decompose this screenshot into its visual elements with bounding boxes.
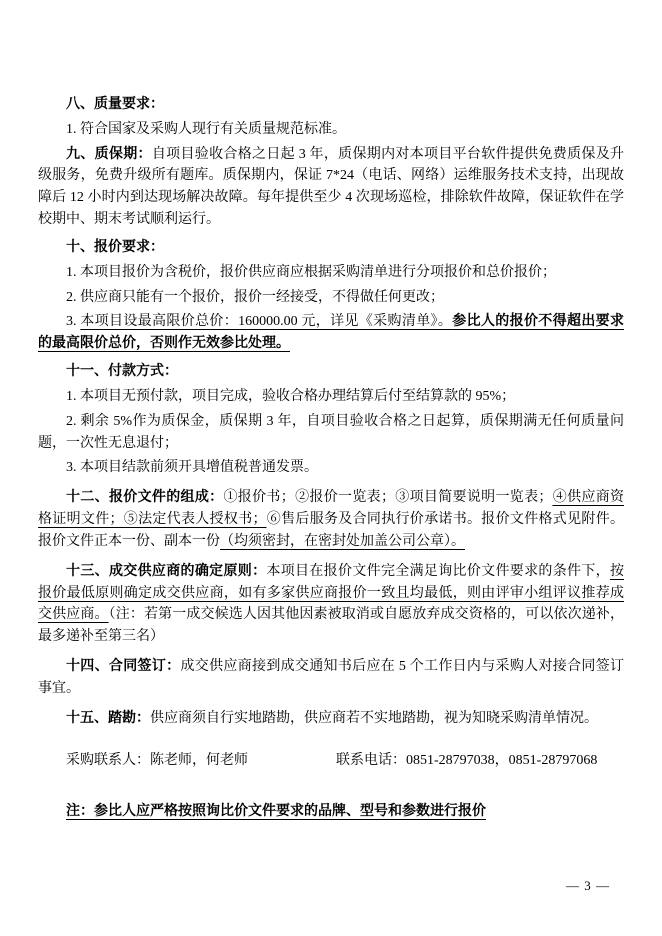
document-content bbox=[38, 94, 624, 823]
text-segment: 2. 剩余 5%作为质保金，质保期 3 年，自项目验收合格之日起算，质保期满无任何质量问题，一次性无息退付； bbox=[38, 413, 624, 451]
text-segment: 十二、报价文件的组成： bbox=[66, 490, 224, 506]
note-brand-requirement bbox=[38, 801, 624, 823]
item-10-3 bbox=[38, 311, 624, 355]
item-11-2 bbox=[38, 411, 624, 455]
section-14-contract-signing bbox=[38, 656, 624, 700]
text-segment: 供应商须自行实地踏勘，供应商若不实地踏勘，视为知晓采购清单情况。 bbox=[150, 710, 598, 726]
item-11-3 bbox=[38, 457, 624, 479]
item-10-2 bbox=[38, 287, 624, 309]
text-segment: 本项目在报价文件完全满足询比价文件要求的条件下， bbox=[266, 563, 610, 579]
text-segment: 采购联系人：陈老师，何老师 bbox=[66, 752, 248, 768]
text-segment: 十、报价要求： bbox=[66, 239, 164, 255]
text-segment: 自项目验收合格之日起 3 年，质保期内对本项目平台软件提供免费质保及升级服务，免费升级所有题库。质保期内，保证 7*24（电话、网络）运维服务技术支持，出现故障后 12 小时内到达现场解决故障。每年提供至少 4 次现场巡检，排除软件故障，保证软件在学校期中、期末考试顺利运行。 bbox=[38, 146, 625, 228]
page-number: — 3 — bbox=[566, 878, 610, 893]
text-segment: 1. 本项目无预付款，项目完成，验收合格办理结算后付至结算款的 95%； bbox=[66, 388, 516, 404]
text-segment: 十一、付款方式： bbox=[66, 364, 178, 380]
text-segment: 本项目设最高限价总价：160000.00 元，详见《采购清单》。 bbox=[80, 314, 453, 330]
text-segment: 联系电话：0851-28797038，0851-28797068 bbox=[336, 752, 598, 768]
text-segment: （注：若第一成交候选人因其他因素被取消或自愿放弃成交资格的，可以依次递补，最多递补至第三名） bbox=[38, 607, 625, 645]
text-segment: 1. 本项目报价为含税价，报价供应商应根据采购清单进行分项报价和总价报价； bbox=[66, 264, 556, 280]
item-8-1 bbox=[38, 119, 624, 141]
text-segment: ⑥售后服务及合同执行价承诺书。报价文件格式见附件。报价文件正本一份、副本一份 bbox=[38, 512, 624, 549]
text-segment: 按报价最低原则确定成交供应商，如有多家供应商报价一致且均最低，则由评审小组评议推荐成交供应商。 bbox=[38, 563, 624, 623]
text-segment: 九、质保期： bbox=[66, 146, 152, 162]
text-segment: 十五、踏勘： bbox=[66, 710, 150, 726]
item-10-1 bbox=[38, 262, 624, 284]
text-segment: 2. 供应商只能有一个报价，报价一经接受，不得做任何更改； bbox=[66, 289, 444, 305]
text-segment: 十四、合同签订： bbox=[66, 659, 181, 675]
text-segment: 参比人的报价不得超出要求的最高限价总价，否则作无效参比处理。 bbox=[38, 314, 625, 352]
text-segment: 3. 本项目结款前须开具增值税普通发票。 bbox=[66, 460, 318, 476]
heading-10-quotation-requirements bbox=[38, 237, 624, 259]
text-segment: （均须密封，在密封处加盖公司公章）。 bbox=[220, 533, 465, 549]
contact-row bbox=[38, 750, 624, 772]
text-segment: ①报价书；②报价一览表；③项目简要说明一览表； bbox=[223, 490, 553, 506]
text-segment: 十三、成交供应商的确定原则： bbox=[66, 563, 267, 579]
section-13-winner-determination bbox=[38, 561, 624, 648]
section-12-quotation-documents bbox=[38, 487, 624, 552]
section-15-site-survey bbox=[38, 708, 624, 730]
heading-11-payment-method bbox=[38, 361, 624, 383]
section-9-warranty bbox=[38, 144, 624, 231]
text-segment: 八、质量要求： bbox=[66, 97, 164, 112]
text-segment: 3. bbox=[66, 314, 81, 330]
text-segment: 成交供应商接到成交通知书后应在 5 个工作日内与采购人对接合同签订事宜。 bbox=[38, 659, 625, 696]
heading-8-quality-requirements bbox=[38, 94, 624, 116]
item-11-1 bbox=[38, 386, 624, 408]
text-segment: ④供应商资格证明文件；⑤法定代表人授权书； bbox=[38, 490, 625, 528]
text-segment: 注：参比人应严格按照询比价文件要求的品牌、型号和参数进行报价 bbox=[66, 804, 486, 820]
text-segment: 1. 符合国家及采购人现行有关质量规范标准。 bbox=[66, 121, 346, 137]
